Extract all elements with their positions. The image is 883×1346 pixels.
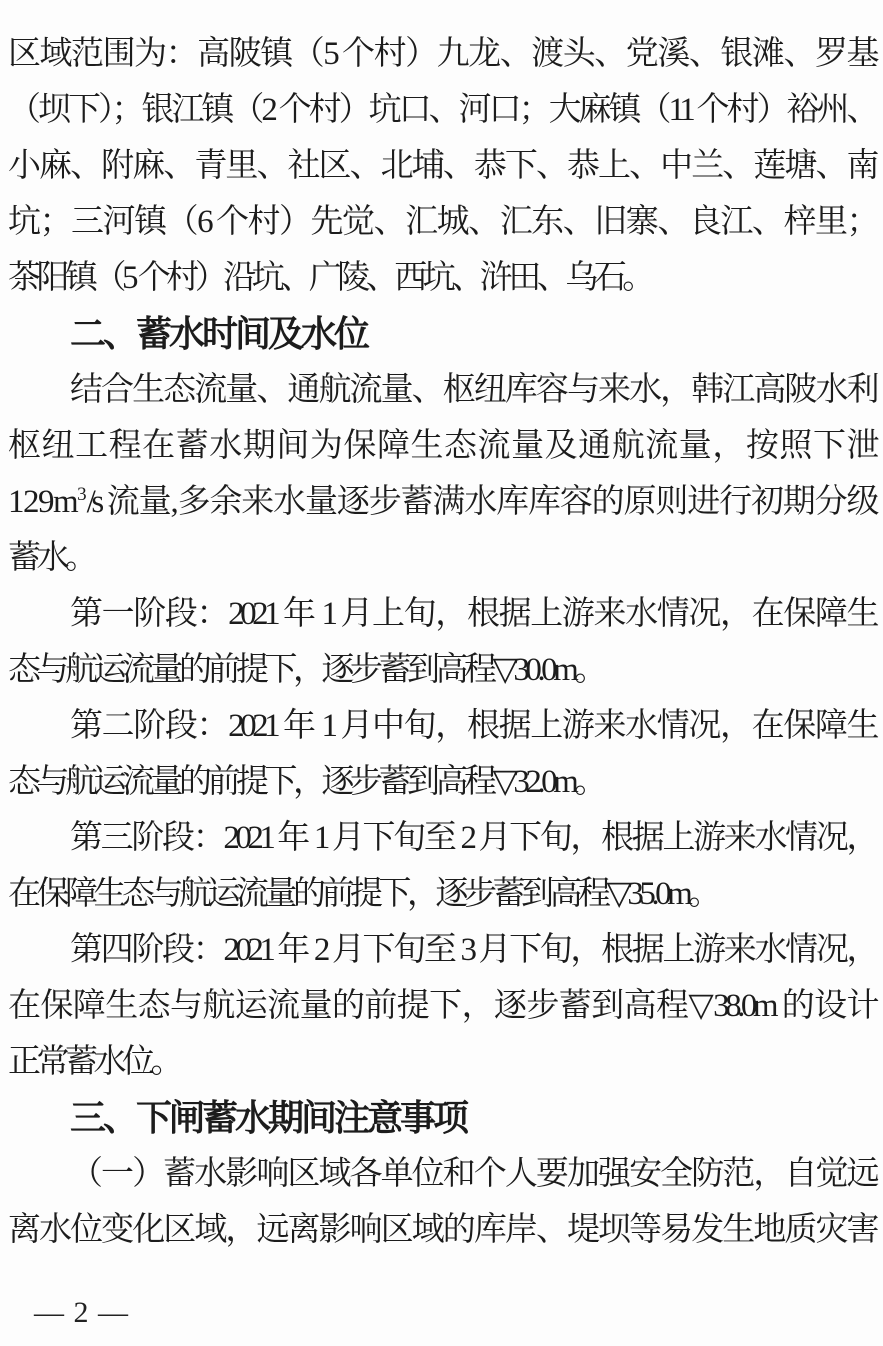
doc-line: （一）蓄水影响区域各单位和个人要加强安全防范，自觉远	[70, 1156, 875, 1192]
section-heading-3: 三、下闸蓄水期间注意事项	[70, 1097, 467, 1138]
phase-3-paragraph	[8, 810, 875, 922]
doc-line: 正常蓄水位。	[8, 1044, 179, 1080]
doc-line: 离水位变化区域，远离影响区域的库岸、堤坝等易发生地质灾害	[8, 1212, 875, 1248]
phase-2-paragraph	[8, 698, 875, 810]
page-number: — 2 —	[34, 1296, 129, 1329]
doc-line: 结合生态流量、通航流量、枢纽库容与来水，韩江高陂水利	[70, 372, 875, 408]
doc-line: 第四阶段：2021 年 2 月下旬至 3 月下旬，根据上游来水情况，	[70, 932, 875, 968]
doc-line: 区域范围为：高陂镇（5 个村）九龙、渡头、党溪、银滩、罗基	[8, 36, 875, 72]
phase-1-paragraph	[8, 586, 875, 698]
doc-line: （坝下）；银江镇（2 个村）坑口、河口；大麻镇（11 个村）裕州、	[8, 92, 875, 128]
doc-line: 小麻、附麻、青里、社区、北埔、恭下、恭上、中兰、莲塘、南	[8, 148, 875, 184]
doc-line: 第三阶段：2021 年 1 月下旬至 2 月下旬，根据上游来水情况，	[70, 820, 875, 856]
flow-rate-value: 129m	[8, 484, 78, 520]
phase-4-paragraph	[8, 922, 875, 1090]
doc-line: 在保障生态与航运流量的前提下，逐步蓄到高程▽35.0m。	[8, 876, 717, 912]
doc-line: 蓄水。	[8, 540, 94, 576]
doc-line: 第一阶段：2021 年 1 月上旬，根据上游来水情况，在保障生	[70, 596, 875, 632]
doc-line: 态与航运流量的前提下，逐步蓄到高程▽30.0m。	[8, 652, 603, 688]
flow-rate-rest: /s 流量,多余来水量逐步蓄满水库库容的原则进行初期分级	[86, 484, 875, 520]
doc-line: 坑；三河镇（6 个村）先觉、汇城、汇东、旧寨、良江、梓里；	[8, 204, 875, 240]
doc-line: 第二阶段：2021 年 1 月中旬，根据上游来水情况，在保障生	[70, 708, 875, 744]
storage-plan-paragraph	[8, 362, 875, 586]
doc-line: 态与航运流量的前提下，逐步蓄到高程▽32.0m。	[8, 764, 603, 800]
section-heading-2: 二、蓄水时间及水位	[70, 313, 368, 354]
doc-line: 在保障生态与航运流量的前提下，逐步蓄到高程▽38.0m 的设计	[8, 988, 876, 1024]
cubic-superscript: 3	[77, 484, 87, 505]
region-scope-paragraph	[8, 26, 875, 306]
doc-line: 茶阳镇（5 个村）沿坑、广陵、西坑、浒田、乌石。	[8, 260, 651, 296]
doc-line-flow-rate	[8, 474, 875, 530]
notice-paragraph	[8, 1146, 875, 1258]
doc-line: 枢纽工程在蓄水期间为保障生态流量及通航流量，按照下泄	[8, 428, 875, 464]
